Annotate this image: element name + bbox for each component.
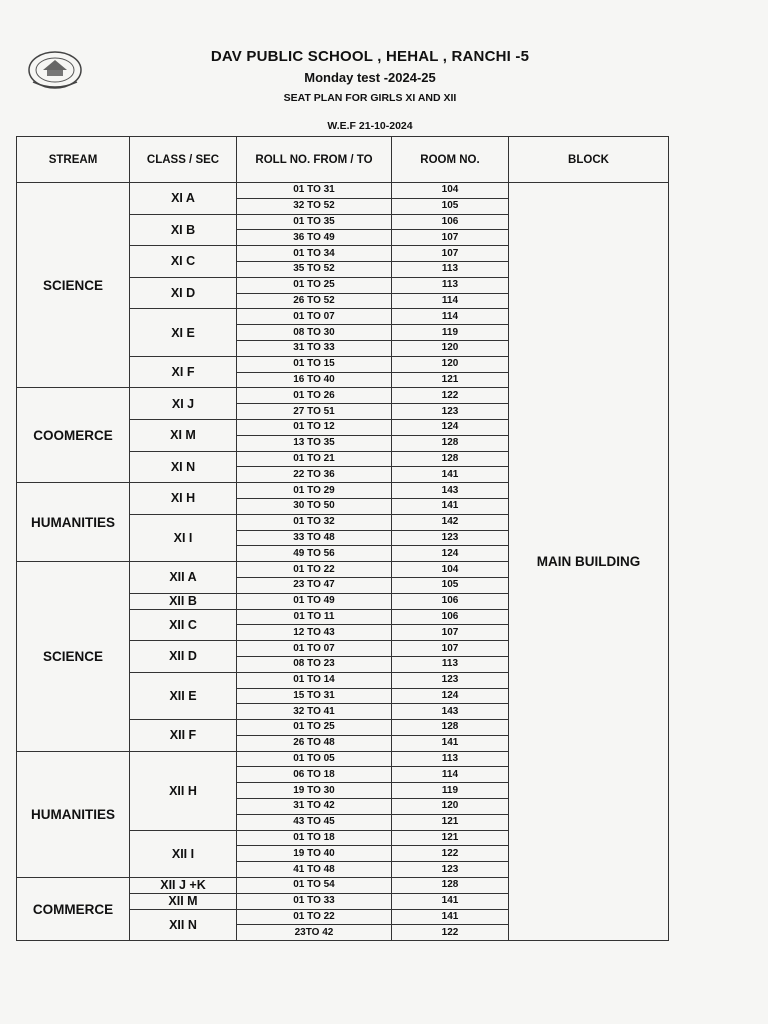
table-row <box>17 183 669 199</box>
room-number-cell: 123 <box>392 530 509 546</box>
room-number-cell: 120 <box>392 356 509 372</box>
room-number-cell: 107 <box>392 246 509 262</box>
class-section-cell: XI B <box>130 214 237 246</box>
roll-range-cell: 33 TO 48 <box>237 530 392 546</box>
class-section-cell: XII D <box>130 641 237 673</box>
room-number-cell: 143 <box>392 704 509 720</box>
class-section-cell: XI E <box>130 309 237 356</box>
roll-range-cell: 16 TO 40 <box>237 372 392 388</box>
column-header-class: CLASS / SEC <box>130 137 237 183</box>
room-number-cell: 141 <box>392 735 509 751</box>
class-section-cell: XI N <box>130 451 237 483</box>
class-section-cell: XI C <box>130 246 237 278</box>
roll-range-cell: 06 TO 18 <box>237 767 392 783</box>
roll-range-cell: 01 TO 29 <box>237 483 392 499</box>
room-number-cell: 143 <box>392 483 509 499</box>
room-number-cell: 119 <box>392 325 509 341</box>
class-section-cell: XII A <box>130 562 237 594</box>
roll-range-cell: 01 TO 21 <box>237 451 392 467</box>
room-number-cell: 119 <box>392 783 509 799</box>
roll-range-cell: 01 TO 54 <box>237 878 392 894</box>
room-number-cell: 123 <box>392 862 509 878</box>
roll-range-cell: 23 TO 47 <box>237 577 392 593</box>
class-section-cell: XI M <box>130 419 237 451</box>
room-number-cell: 113 <box>392 656 509 672</box>
column-header-stream: STREAM <box>17 137 130 183</box>
room-number-cell: 141 <box>392 467 509 483</box>
roll-range-cell: 01 TO 11 <box>237 609 392 625</box>
table-header-row <box>17 137 669 183</box>
effective-date: W.E.F 21-10-2024 <box>327 120 413 132</box>
room-number-cell: 128 <box>392 435 509 451</box>
room-number-cell: 128 <box>392 878 509 894</box>
room-number-cell: 121 <box>392 372 509 388</box>
roll-range-cell: 01 TO 31 <box>237 183 392 199</box>
roll-range-cell: 27 TO 51 <box>237 404 392 420</box>
class-section-cell: XII C <box>130 609 237 641</box>
roll-range-cell: 01 TO 33 <box>237 893 392 909</box>
room-number-cell: 105 <box>392 198 509 214</box>
room-number-cell: 113 <box>392 261 509 277</box>
roll-range-cell: 01 TO 26 <box>237 388 392 404</box>
room-number-cell: 120 <box>392 799 509 815</box>
room-number-cell: 128 <box>392 451 509 467</box>
roll-range-cell: 01 TO 32 <box>237 514 392 530</box>
roll-range-cell: 15 TO 31 <box>237 688 392 704</box>
room-number-cell: 121 <box>392 830 509 846</box>
block-cell: MAIN BUILDING <box>509 183 669 941</box>
room-number-cell: 114 <box>392 309 509 325</box>
roll-range-cell: 01 TO 07 <box>237 641 392 657</box>
room-number-cell: 114 <box>392 767 509 783</box>
roll-range-cell: 19 TO 30 <box>237 783 392 799</box>
stream-cell: SCIENCE <box>17 562 130 752</box>
roll-range-cell: 01 TO 18 <box>237 830 392 846</box>
room-number-cell: 120 <box>392 340 509 356</box>
room-number-cell: 123 <box>392 404 509 420</box>
room-number-cell: 124 <box>392 688 509 704</box>
roll-range-cell: 01 TO 15 <box>237 356 392 372</box>
room-number-cell: 106 <box>392 593 509 609</box>
roll-range-cell: 19 TO 40 <box>237 846 392 862</box>
roll-range-cell: 41 TO 48 <box>237 862 392 878</box>
room-number-cell: 105 <box>392 577 509 593</box>
roll-range-cell: 30 TO 50 <box>237 498 392 514</box>
class-section-cell: XII J +K <box>130 878 237 894</box>
column-header-block: BLOCK <box>509 137 669 183</box>
room-number-cell: 107 <box>392 641 509 657</box>
room-number-cell: 122 <box>392 925 509 941</box>
roll-range-cell: 22 TO 36 <box>237 467 392 483</box>
roll-range-cell: 13 TO 35 <box>237 435 392 451</box>
class-section-cell: XII M <box>130 893 237 909</box>
roll-range-cell: 01 TO 22 <box>237 909 392 925</box>
class-section-cell: XII B <box>130 593 237 609</box>
roll-range-cell: 26 TO 48 <box>237 735 392 751</box>
test-name: Monday test -2024-25 <box>304 70 436 85</box>
roll-range-cell: 36 TO 49 <box>237 230 392 246</box>
roll-range-cell: 23TO 42 <box>237 925 392 941</box>
stream-cell: HUMANITIES <box>17 751 130 877</box>
room-number-cell: 104 <box>392 183 509 199</box>
room-number-cell: 106 <box>392 214 509 230</box>
stream-cell: COMMERCE <box>17 878 130 941</box>
class-section-cell: XI I <box>130 514 237 561</box>
roll-range-cell: 08 TO 30 <box>237 325 392 341</box>
class-section-cell: XII F <box>130 720 237 752</box>
room-number-cell: 141 <box>392 909 509 925</box>
room-number-cell: 104 <box>392 562 509 578</box>
roll-range-cell: 32 TO 52 <box>237 198 392 214</box>
roll-range-cell: 01 TO 25 <box>237 720 392 736</box>
room-number-cell: 122 <box>392 388 509 404</box>
class-section-cell: XI A <box>130 183 237 215</box>
roll-range-cell: 01 TO 05 <box>237 751 392 767</box>
roll-range-cell: 43 TO 45 <box>237 814 392 830</box>
room-number-cell: 107 <box>392 625 509 641</box>
room-number-cell: 114 <box>392 293 509 309</box>
room-number-cell: 122 <box>392 846 509 862</box>
seat-plan-table <box>16 136 669 941</box>
class-section-cell: XI D <box>130 277 237 309</box>
roll-range-cell: 01 TO 49 <box>237 593 392 609</box>
room-number-cell: 141 <box>392 498 509 514</box>
room-number-cell: 124 <box>392 546 509 562</box>
roll-range-cell: 31 TO 33 <box>237 340 392 356</box>
column-header-room: ROOM NO. <box>392 137 509 183</box>
room-number-cell: 123 <box>392 672 509 688</box>
roll-range-cell: 01 TO 22 <box>237 562 392 578</box>
room-number-cell: 107 <box>392 230 509 246</box>
school-name: DAV PUBLIC SCHOOL , HEHAL , RANCHI -5 <box>210 48 530 65</box>
room-number-cell: 128 <box>392 720 509 736</box>
roll-range-cell: 01 TO 07 <box>237 309 392 325</box>
class-section-cell: XI H <box>130 483 237 515</box>
stream-cell: HUMANITIES <box>17 483 130 562</box>
class-section-cell: XII I <box>130 830 237 877</box>
plan-title: SEAT PLAN FOR GIRLS XI AND XII <box>283 92 457 104</box>
room-number-cell: 121 <box>392 814 509 830</box>
room-number-cell: 141 <box>392 893 509 909</box>
class-section-cell: XII N <box>130 909 237 941</box>
roll-range-cell: 01 TO 35 <box>237 214 392 230</box>
roll-range-cell: 26 TO 52 <box>237 293 392 309</box>
roll-range-cell: 31 TO 42 <box>237 799 392 815</box>
column-header-roll: ROLL NO. FROM / TO <box>237 137 392 183</box>
roll-range-cell: 08 TO 23 <box>237 656 392 672</box>
roll-range-cell: 01 TO 12 <box>237 419 392 435</box>
class-section-cell: XII H <box>130 751 237 830</box>
roll-range-cell: 01 TO 14 <box>237 672 392 688</box>
roll-range-cell: 49 TO 56 <box>237 546 392 562</box>
room-number-cell: 113 <box>392 751 509 767</box>
roll-range-cell: 35 TO 52 <box>237 261 392 277</box>
room-number-cell: 113 <box>392 277 509 293</box>
class-section-cell: XII E <box>130 672 237 719</box>
stream-cell: SCIENCE <box>17 183 130 388</box>
room-number-cell: 142 <box>392 514 509 530</box>
class-section-cell: XI J <box>130 388 237 420</box>
roll-range-cell: 32 TO 41 <box>237 704 392 720</box>
stream-cell: COOMERCE <box>17 388 130 483</box>
roll-range-cell: 01 TO 34 <box>237 246 392 262</box>
roll-range-cell: 01 TO 25 <box>237 277 392 293</box>
roll-range-cell: 12 TO 43 <box>237 625 392 641</box>
room-number-cell: 124 <box>392 419 509 435</box>
class-section-cell: XI F <box>130 356 237 388</box>
room-number-cell: 106 <box>392 609 509 625</box>
